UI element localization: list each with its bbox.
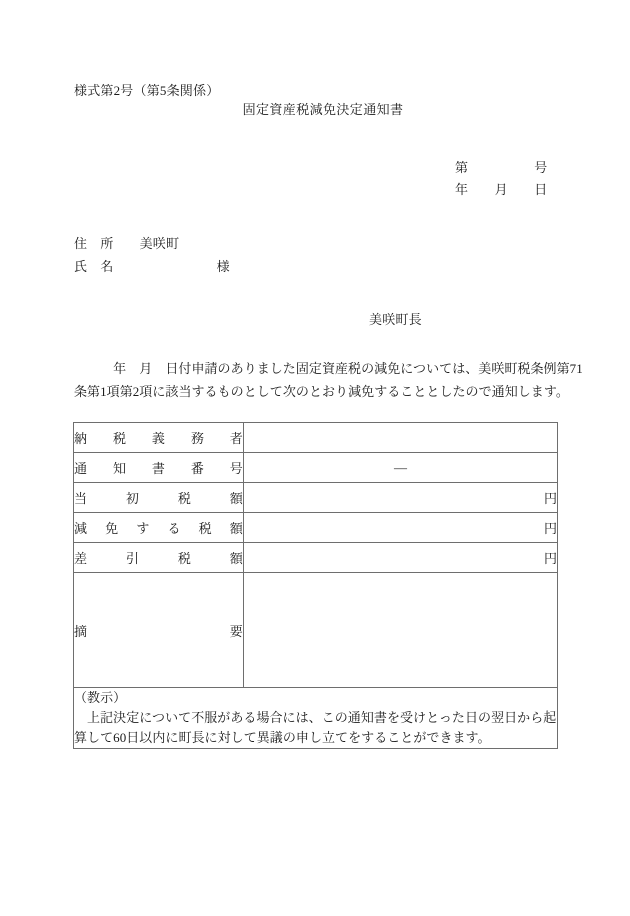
label-chars: 減 免 す る 税 額 <box>74 521 243 536</box>
appeal-instructions-heading: （教示） <box>74 690 127 705</box>
recipient-address-line <box>74 232 230 255</box>
row-value-balance-tax[interactable]: 円 <box>244 543 558 573</box>
table-row <box>74 543 558 573</box>
tax-reduction-table <box>73 422 558 749</box>
issuer-name: 美咲町長 <box>369 312 422 327</box>
body-line-2: 条第1項第2項に該当するものとして次のとおり減免することとしたので通知します。 <box>74 384 569 399</box>
table-row-remarks <box>74 573 558 688</box>
table-row-note <box>74 688 558 749</box>
label-chars: 通 知 書 番 号 <box>74 461 243 476</box>
recipient-name-label: 氏 名 <box>74 259 114 274</box>
reference-block <box>455 157 547 201</box>
table-row <box>74 483 558 513</box>
appeal-instructions-text: 上記決定について不服がある場合には、この通知書を受けとった日の翌日から起算して60日以内に町長に対して異議の申し立てをすることができます。 <box>74 710 557 745</box>
recipient-address-label: 住 所 <box>74 236 114 251</box>
table-body <box>74 423 558 749</box>
row-label-taxpayer <box>74 423 244 453</box>
row-value-original-tax[interactable]: 円 <box>244 483 558 513</box>
recipient-block <box>74 232 230 278</box>
row-label-reduced-tax <box>74 513 244 543</box>
row-value-taxpayer[interactable] <box>244 423 558 453</box>
row-value-notice-number[interactable]: — <box>244 453 558 483</box>
label-chars: 差 引 税 額 <box>74 551 243 566</box>
body-line-1: 年 月 日付申請のありました固定資産税の減免については、美咲町税条例第71 <box>74 361 583 376</box>
appeal-instructions <box>74 688 558 749</box>
row-value-reduced-tax[interactable]: 円 <box>244 513 558 543</box>
label-chars: 納 税 義 務 者 <box>74 431 243 446</box>
table-row <box>74 423 558 453</box>
label-chars: 摘 要 <box>74 623 243 639</box>
table-row <box>74 453 558 483</box>
row-label-notice-number <box>74 453 244 483</box>
reference-number-line: 第 号 <box>455 160 548 175</box>
row-label-original-tax <box>74 483 244 513</box>
label-chars: 当 初 税 額 <box>74 491 243 506</box>
form-code: 様式第2号（第5条関係） <box>74 83 220 98</box>
page-title: 固定資産税減免決定通知書 <box>242 102 404 117</box>
row-label-remarks <box>74 573 244 688</box>
recipient-address-value: 美咲町 <box>139 236 180 251</box>
recipient-honorific: 様 <box>216 259 230 274</box>
table-row <box>74 513 558 543</box>
row-label-balance-tax <box>74 543 244 573</box>
row-value-remarks[interactable] <box>244 573 558 688</box>
body-paragraph <box>74 357 583 403</box>
recipient-name-line <box>74 255 230 278</box>
reference-date-line: 年 月 日 <box>455 182 548 197</box>
